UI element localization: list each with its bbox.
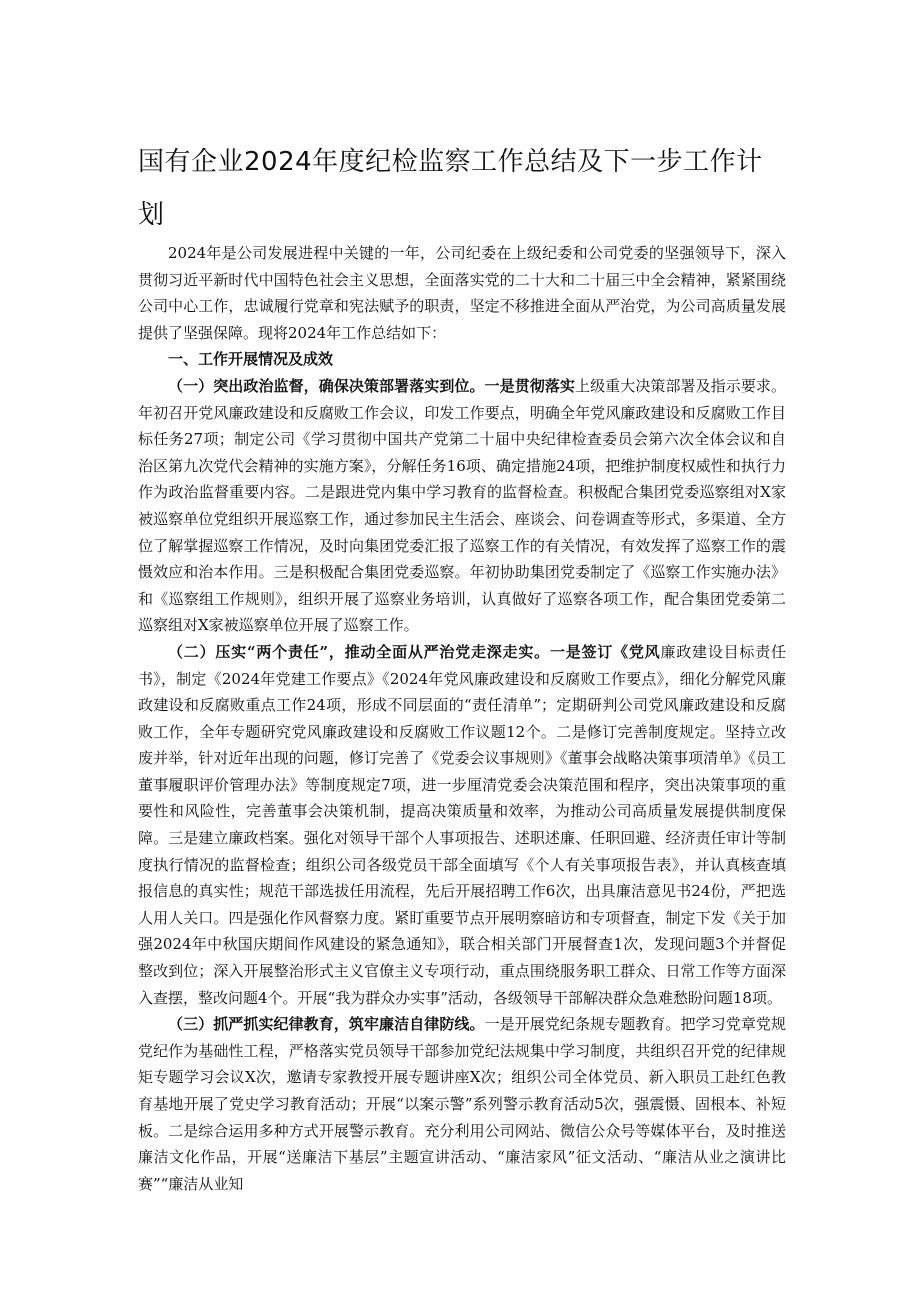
paragraph-2 — [138, 639, 786, 1011]
document-title: 国有企业2024年度纪检监察工作总结及下一步工作计划 — [138, 147, 763, 230]
paragraph-1-text: 上级重大决策部署及指示要求。年初召开党风廉政建设和反腐败工作会议，印发工作要点，明确全年党风廉政建设和反腐败工作目标任务27项；制定公司《学习贯彻中国共产党第二十届中央纪律检查委员会第六次全体会议和自治区第九次党代会精神的实施方案》，分解任务16项、确定措施24项，把维护制度权威性和执行力作为政治监督重要内容。二是跟进党内集中学习教育的监督检查。积极配合集团党委巡察组对X家被巡察单位党组织开展巡察工作，通过参加民主生活会、座谈会、问卷调查等形式，多渠道、全方位了解掌握巡察工作情况，及时向集团党委汇报了巡察工作的有关情况，有效发挥了巡察工作的震慑效应和治本作用。三是积极配合集团党委巡察。年初协助集团党委制定了《巡察工作实施办法》和《巡察组工作规则》，组织开展了巡察业务培训，认真做好了巡察各项工作，配合集团党委第二巡察组对X家被巡察单位开展了巡察工作。 — [138, 376, 786, 635]
document-body — [138, 240, 786, 1197]
paragraph-3-lead: （三）抓严抓实纪律教育，筑牢廉洁自律防线。 — [168, 1015, 485, 1034]
paragraph-1-lead: （一）突出政治监督，确保决策部署落实到位。一是贯彻落实 — [168, 376, 576, 395]
paragraph-2-text: 廉政建设目标责任书》，制定《2024年党建工作要点》《2024年党风廉政建设和反腐败工作要点》，细化分解党风廉政建设和反腐败重点工作24项，形成不同层面的“责任清单”；定期研判公司党风廉政建设和反腐败工作，全年专题研究党风廉政建设和反腐败工作议题12个。二是修订完善制度规定。坚持立改废并举，针对近年出现的问题，修订完善了《党委会议事规则》《董事会战略决策事项清单》《员工董事履职评价管理办法》等制度规定7项，进一步厘清党委会决策范围和程序，突出决策事项的重要性和风险性，完善董事会决策机制，提高决策质量和效率，为推动公司高质量发展提供制度保障。三是建立廉政档案。强化对领导干部个人事项报告、述职述廉、任职回避、经济责任审计等制度执行情况的监督检查；组织公司各级党员干部全面填写《个人有关事项报告表》，并认真核查填报信息的真实性；规范干部选拔任用流程，先后开展招聘工作6次，出具廉洁意见书24份，严把选人用人关口。四是强化作风督察力度。紧盯重要节点开展明察暗访和专项督查，制定下发《关于加强2024年中秋国庆期间作风建设的紧急通知》，联合相关部门开展督查1次，发现问题3个并督促整改到位；深入开展整治形式主义官僚主义专项行动，重点围绕服务职工群众、日常工作等方面深入查摆，整改问题4个。开展“我为群众办实事”活动，各级领导干部解决群众急难愁盼问题18项。 — [138, 642, 786, 1007]
paragraph-2-lead: （二）压实“两个责任”，推动全面从严治党走深走实。一是签订《党风 — [168, 642, 661, 661]
paragraph-1 — [138, 373, 786, 639]
intro-paragraph: 2024年是公司发展进程中关键的一年，公司纪委在上级纪委和公司党委的坚强领导下，深入贯彻习近平新时代中国特色社会主义思想，全面落实党的二十大和二十届三中全会精神，紧紧围绕公司中心工作，忠诚履行党章和宪法赋予的职责，坚定不移推进全面从严治党，为公司高质量发展提供了坚强保障。现将2024年工作总结如下： — [138, 244, 786, 342]
paragraph-3-text: 一是开展党纪条规专题教育。把学习党章党规党纪作为基础性工程，严格落实党员领导干部参加党纪法规集中学习制度，共组织召开党的纪律规矩专题学习会议X次，邀请专家教授开展专题讲座X次；组织公司全体党员、新入职员工赴红色教育基地开展了党史学习教育活动；开展“以案示警”系列警示教育活动5次，强震慑、固根本、补短板。二是综合运用多种方式开展警示教育。充分利用公司网站、微信公众号等媒体平台，及时推送廉洁文化作品，开展“送廉洁下基层”主题宣讲活动、“廉洁家风”征文活动、“廉洁从业之演讲比赛”“廉洁从业知 — [138, 1015, 786, 1193]
section-heading-1: 一、工作开展情况及成效 — [168, 350, 334, 369]
paragraph-3 — [138, 1011, 786, 1197]
